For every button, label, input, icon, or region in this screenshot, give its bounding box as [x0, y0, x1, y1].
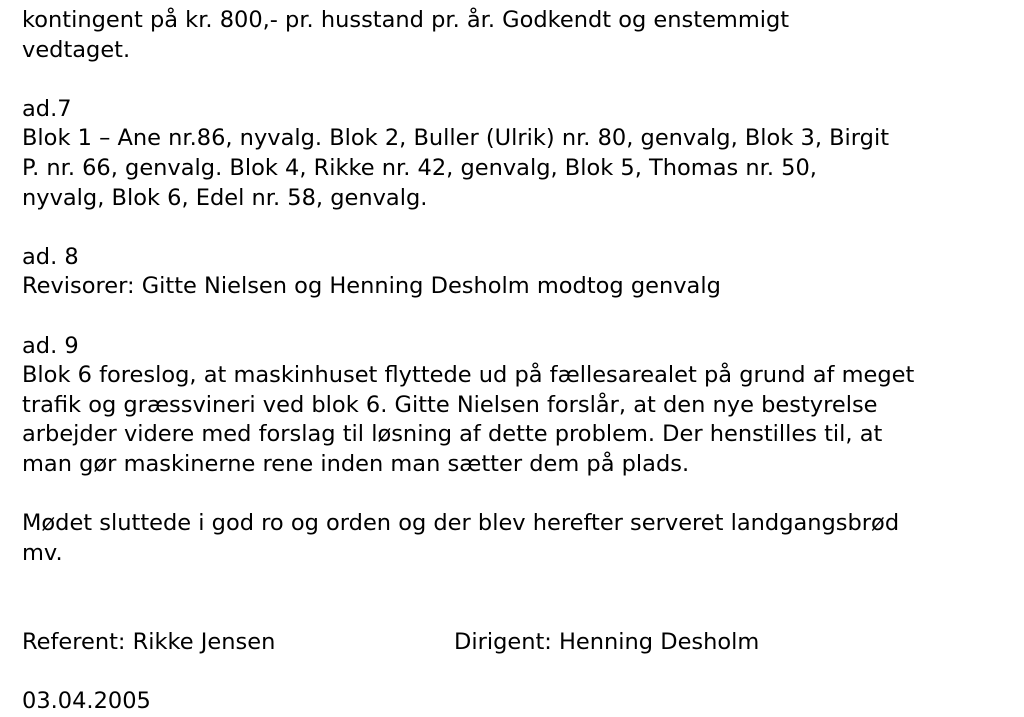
text-line: trafik og græssvineri ved blok 6. Gitte Nielsen forslår, at den nye bestyrelse — [22, 391, 878, 418]
text-line: man gør maskinerne rene inden man sætter dem på plads. — [22, 450, 690, 477]
text-line: Revisorer: Gitte Nielsen og Henning Desholm modtog genvalg — [22, 273, 721, 300]
signature-row — [22, 628, 1012, 658]
text-line: vedtaget. — [22, 36, 131, 63]
text-line: Blok 1 – Ane nr.86, nyvalg. Blok 2, Buller (Ulrik) nr. 80, genvalg, Blok 3, Birgit — [22, 125, 890, 152]
text-line: nyvalg, Blok 6, Edel nr. 58, genvalg. — [22, 184, 428, 211]
section-ad8 — [22, 243, 1012, 302]
section-ad9 — [22, 332, 1012, 480]
document-page — [22, 6, 1012, 717]
referent-signature: Referent: Rikke Jensen — [22, 628, 276, 655]
text-line: mv. — [22, 539, 63, 566]
section-heading: ad. 8 — [22, 243, 79, 270]
text-line: Mødet sluttede i god ro og orden og der blev herefter serveret landgangsbrød — [22, 510, 900, 537]
text-line: arbejder videre med forslag til løsning af dette problem. Der henstilles til, at — [22, 421, 883, 448]
document-date: 03.04.2005 — [22, 688, 151, 715]
section-ad7 — [22, 95, 1012, 213]
closing-paragraph — [22, 509, 1012, 568]
date-paragraph — [22, 687, 1012, 717]
text-line: kontingent på kr. 800,- pr. husstand pr. år. Godkendt og enstemmigt — [22, 7, 790, 33]
text-line: Blok 6 foreslog, at maskinhuset flyttede ud på fællesarealet på grund af meget — [22, 362, 915, 389]
text-line: P. nr. 66, genvalg. Blok 4, Rikke nr. 42, genvalg, Blok 5, Thomas nr. 50, — [22, 154, 817, 181]
dirigent-signature: Dirigent: Henning Desholm — [454, 628, 760, 655]
spacer — [22, 598, 1012, 628]
section-heading: ad. 9 — [22, 332, 79, 359]
section-heading: ad.7 — [22, 95, 72, 122]
intro-paragraph — [22, 6, 1012, 65]
